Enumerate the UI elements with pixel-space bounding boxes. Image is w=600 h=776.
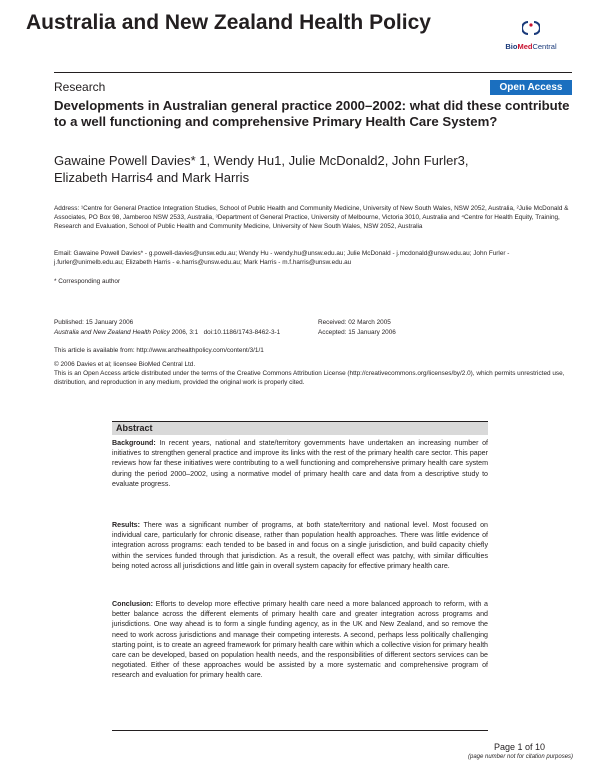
license-text: This is an Open Access article distributed under the terms of the Creative Commons Attribution License (http://creativecommons.org/licenses/by/2.0), which permits unrestricted use, distribution, and reproduction in any medium, provided the original work is properly cited. <box>54 369 565 386</box>
copyright-line: © 2006 Davies et al; licensee BioMed Central Ltd. <box>54 361 196 368</box>
author-list <box>54 152 574 186</box>
open-access-badge: Open Access <box>490 80 572 95</box>
page-number: Page 1 of 10 <box>494 742 546 752</box>
citation-volume: 2006, 3:1 <box>169 329 199 336</box>
abstract-conclusion <box>112 599 488 681</box>
published-date: Published: 15 January 2006 <box>54 319 134 326</box>
author-emails: Email: Gawaine Powell Davies* - g.powell-davies@unsw.edu.au; Wendy Hu - wendy.hu@unsw.edu.au; Julie McDonald - j.mcdonald@unsw.edu.au; John Furler - j.furler@unimelb.edu.au; Elizabeth Harris - e.harris@unsw.edu.au; Mark Harris - m.f.harris@unsw.edu.au <box>54 250 510 266</box>
abstract-results <box>112 520 488 571</box>
abstract-heading: Abstract <box>112 422 488 435</box>
journal-title: Australia and New Zealand Health Policy <box>26 11 431 34</box>
conclusion-text: Efforts to develop more effective primary health care need a more balanced approach to reform, with a better balance across the different elements of primary health care and greater integration across programs and jurisdictions. One way ahead is to form a single funding agency, as in the UK and New Zealand, and so remove the need to work across jurisdictions and manage their competing interests. A second, perhaps less politically challenging starting point, is to create an agreed framework for primary health care within which a collective vision for primary health care can be developed, based on population health needs, and the responsibilities of different sectors services can be negotiated. Either of these approaches would be assisted by a more systematic and comprehensive program of research and evaluation for primary health care. <box>112 600 488 680</box>
page-number-note: (page number not for citation purposes) <box>468 754 574 760</box>
author-addresses: Address: ¹Centre for General Practice Integration Studies, School of Public Health and Community Medicine, University of New South Wales, NSW 2052, Australia, ²Julie McDonald & Associates, PO Box 98, Jamberoo NSW 2533, Australia, ³Department of General Practice, University of Melbourne, Victoria 3010, Australia and ⁴Centre for Health Equity, Training, Research and Evaluation, School of Public Health and Community Medicine, University of New South Wales, NSW 2052, Australia <box>54 205 569 230</box>
authors-line-2: Elizabeth Harris4 and Mark Harris <box>54 170 250 185</box>
article-url[interactable]: This article is available from: http://www.anzhealthpolicy.com/content/3/1/1 <box>54 347 264 354</box>
article-title: Developments in Australian general practice 2000–2002: what did these contribute to a well functioning and comprehensive Primary Health Care System? <box>54 98 570 129</box>
publication-info <box>54 319 314 339</box>
copyright-notice <box>54 361 574 387</box>
dates-info <box>318 319 518 339</box>
biomedcentral-logo <box>498 20 564 51</box>
results-label: Results: <box>112 521 140 529</box>
conclusion-label: Conclusion: <box>112 600 153 608</box>
biomedcentral-logo-icon <box>522 20 540 36</box>
abstract-box <box>112 421 488 731</box>
corresponding-author-note: * Corresponding author <box>54 278 121 285</box>
results-text: There was a significant number of programs, at both state/territory and national level. Most focused on individual care, particularly for chronic disease, rather than population health approaches. There was little evidence of integration across programs: each tended to be based in and focus on a single jurisdiction, and build capacity chiefly within the services funded through that jurisdiction. As a result, the overall effect was patchy, with similar difficulties being noted across all jurisdictions and little gain in overall system capacity for effective primary health care. <box>112 521 488 570</box>
background-label: Background: <box>112 439 156 447</box>
background-text: In recent years, national and state/territory governments have undertaken an increasing number of initiatives to strengthen general practice and improve its links with the rest of the primary health care sector. This paper reviews how far these initiatives were contributing to a well functioning and comprehensive primary health care system during the period 2000–2002, using a normative model of primary health care and data from a descriptive study to evaluate progress. <box>112 439 488 488</box>
authors-line-1: Gawaine Powell Davies* 1, Wendy Hu1, Julie McDonald2, John Furler3, <box>54 153 469 168</box>
section-label: Research <box>54 80 106 94</box>
citation-journal: Australia and New Zealand Health Policy <box>54 329 170 336</box>
logo-text: BioMedCentral <box>505 42 557 51</box>
doi[interactable]: doi:10.1186/1743-8462-3-1 <box>203 329 281 336</box>
header-rule <box>54 72 572 73</box>
accepted-date: Accepted: 15 January 2006 <box>318 329 396 336</box>
citation <box>54 329 314 339</box>
abstract-background <box>112 438 488 489</box>
received-date: Received: 02 March 2005 <box>318 319 391 326</box>
